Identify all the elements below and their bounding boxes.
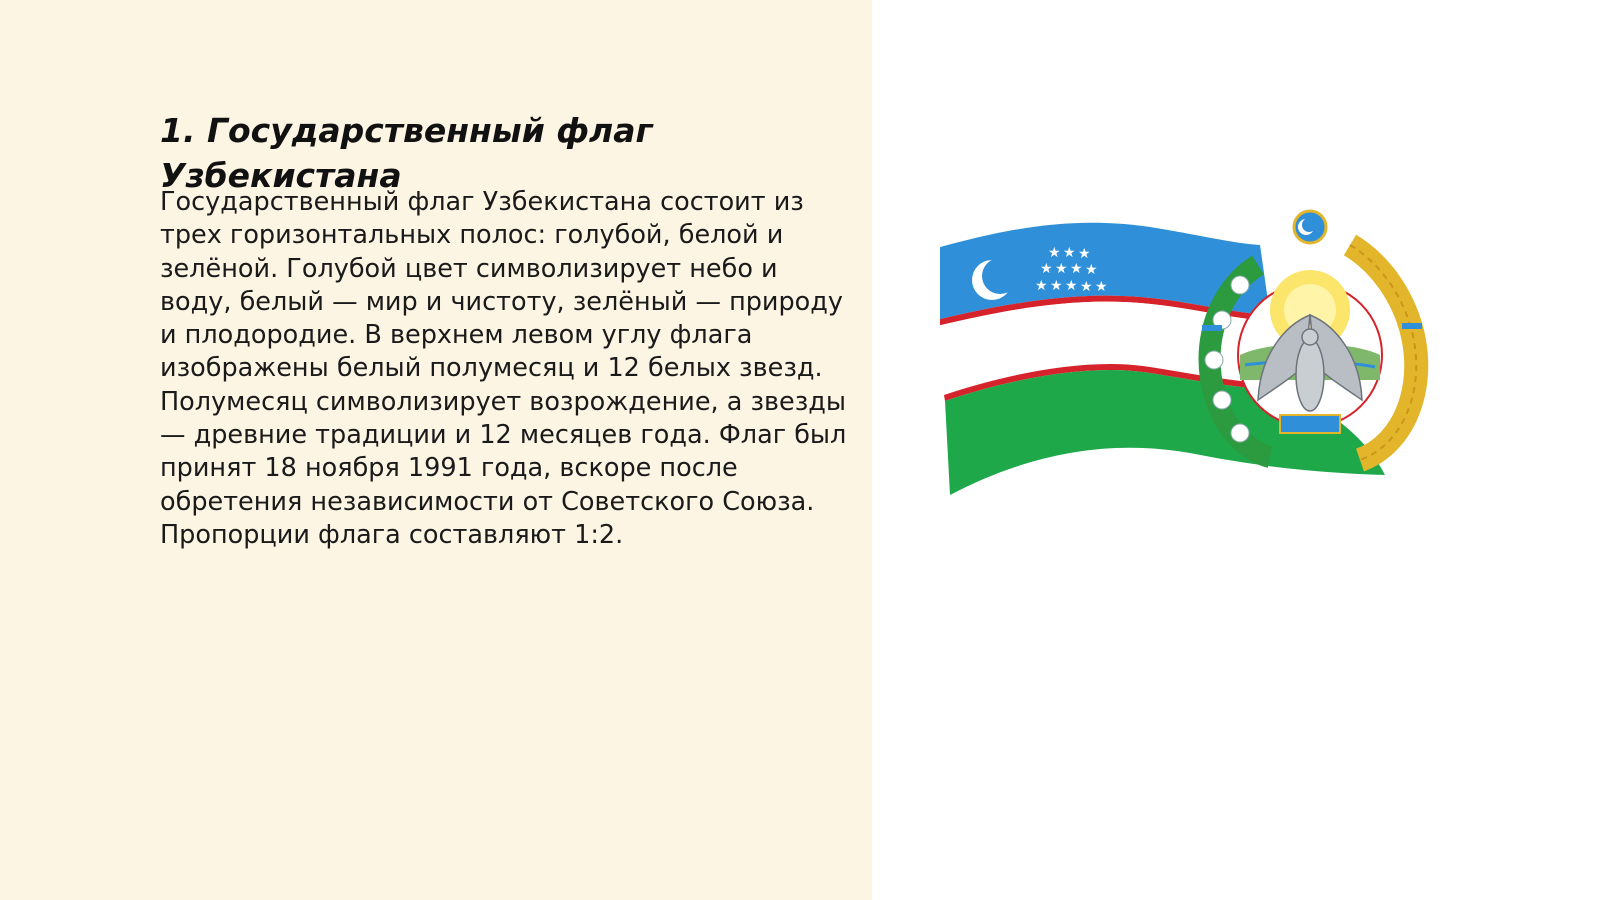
svg-text:★: ★ bbox=[1048, 245, 1061, 261]
svg-text:★: ★ bbox=[1095, 279, 1108, 295]
svg-text:★: ★ bbox=[1040, 261, 1053, 277]
slide-title: 1. Государственный флаг Узбекистана bbox=[160, 111, 653, 195]
svg-text:★: ★ bbox=[1050, 278, 1063, 294]
svg-text:★: ★ bbox=[1080, 279, 1093, 295]
svg-text:★: ★ bbox=[1065, 278, 1078, 294]
svg-text:★: ★ bbox=[1063, 245, 1076, 261]
uzbekistan-flag-emblem-illustration bbox=[940, 205, 1460, 515]
slide-body-text: Государственный флаг Узбекистана состоит из трех горизонтальных полос: голубой, белой и зелёной. Голубой цвет символизирует небо и воду, белый — мир и чистоту, зелёный — природу и плодородие. В верхнем левом углу флага изображены белый полумесяц и 12 белых звезд. Полумесяц символизирует возрождение, а звезды — древние традиции и 12 месяцев года. Флаг был принят 18 ноября 1991 года, вскоре после обретения независимости от Советского Союза. Пропорции флага составляют 1:2. bbox=[160, 187, 847, 550]
svg-text:★: ★ bbox=[1085, 262, 1098, 278]
svg-text:★: ★ bbox=[1055, 261, 1068, 277]
svg-text:★: ★ bbox=[1070, 261, 1083, 277]
flag-and-emblem-image bbox=[940, 205, 1460, 515]
svg-text:★: ★ bbox=[1035, 278, 1048, 294]
svg-text:★: ★ bbox=[1078, 246, 1091, 262]
